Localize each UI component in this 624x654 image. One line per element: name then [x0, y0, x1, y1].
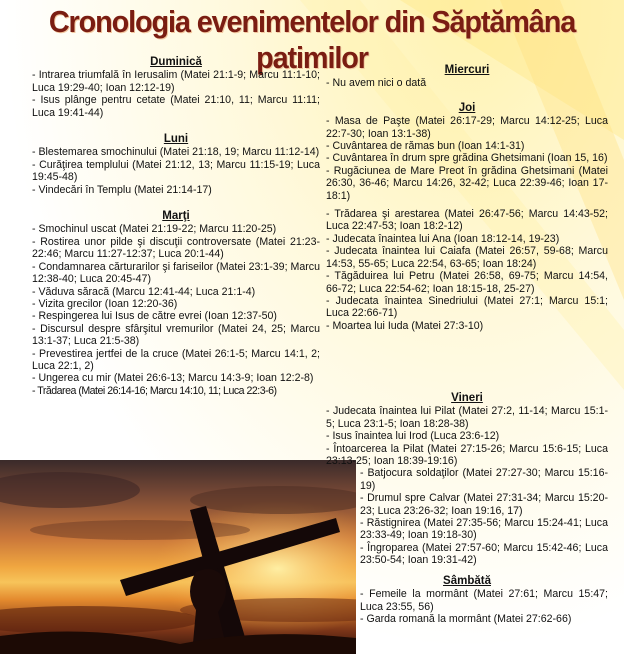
list-item: - Judecata înaintea Sinedriului (Matei 27:1; Marcu 15:1; Luca 22:66-71) [326, 294, 608, 320]
list-item: - Trădarea şi arestarea (Matei 26:47-56; Marcu 14:43-52; Luca 22:47-53; Ioan 18:2-12) [326, 208, 608, 233]
day-heading-marti: Marţi [162, 210, 190, 223]
day-heading-duminica: Duminică [150, 56, 202, 68]
list-item: - Cuvântarea de rămas bun (Ioan 14:1-31) [326, 140, 525, 153]
day-heading-vineri: Vineri [451, 392, 483, 404]
list-item: - Răstignirea (Matei 27:35-56; Marcu 15:24-41; Luca 23:33-49; Ioan 19:18-30) [360, 517, 608, 542]
list-item: - Discursul despre sfârşitul vremurilor (Matei 24, 25; Marcu 13:1-37; Luca 21:5-38) [32, 322, 320, 348]
event-list-joi [326, 115, 608, 332]
list-item: - Curăţirea templului (Matei 21:12, 13; Marcu 11:15-19; Luca 19:45-48) [32, 158, 320, 184]
list-item: - Batjocura soldaţilor (Matei 27:27-30; Marcu 15:16-19) [360, 467, 608, 492]
list-item: - Judecata înaintea lui Ana (Ioan 18:12-14, 19-23) [326, 232, 560, 245]
day-heading-joi: Joi [458, 101, 476, 114]
list-item: - Judecata înaintea lui Caiafa (Matei 26:57, 59-68; Marcu 14:53, 55-65; Luca 22:54, 63-65; Ioan 18:24) [326, 245, 608, 270]
right-lower-column [326, 392, 608, 625]
list-item: - Îngroparea (Matei 27:57-60; Marcu 15:42-46; Luca 23:50-54; Ioan 19:31-42) [360, 541, 608, 567]
list-item: - Femeile la mormânt (Matei 27:61; Marcu 15:47; Luca 23:55, 56) [360, 588, 608, 613]
list-item: - Prevestirea jertfei de la cruce (Matei 26:1-5; Marcu 14:1, 2; Luca 22:1, 2) [32, 347, 320, 372]
list-item: - Intrarea triumfală în Ierusalim (Matei 21:1-9; Marcu 11:1-10; Luca 19:29-40; Ioan 12:12-19) [32, 69, 320, 94]
list-item: - Respingerea lui Isus de către evrei (Ioan 12:37-50) [32, 310, 277, 323]
list-item: - Văduva săracă (Marcu 12:41-44; Luca 21:1-4) [32, 285, 256, 298]
event-list-duminica [32, 69, 320, 119]
crucifixion-sunset-image [0, 460, 356, 654]
day-heading-sambata: Sâmbătă [443, 574, 491, 587]
list-item: - Drumul spre Calvar (Matei 27:31-34; Marcu 15:20-23; Luca 23:26-32; Ioan 19:16, 17) [360, 492, 608, 517]
list-item: - Condamnarea cărturarilor şi fariseilor (Matei 23:1-39; Marcu 12:38-40; Luca 20:45-47) [32, 260, 320, 286]
list-item: - Masa de Paşte (Matei 26:17-29; Marcu 14:12-25; Luca 22:7-30; Ioan 13:1-38) [326, 115, 608, 140]
list-item: - Garda romană la mormânt (Matei 27:62-66) [360, 612, 572, 625]
event-list-luni [32, 146, 320, 196]
day-heading-miercuri: Miercuri [444, 64, 490, 76]
list-item: - Isus plânge pentru cetate (Matei 21:10, 11; Marcu 11:11; Luca 19:41-44) [32, 94, 320, 119]
event-list-miercuri [326, 77, 608, 89]
list-item: - Cuvântarea în drum spre grădina Ghetsimani (Ioan 15, 16) [326, 152, 608, 165]
list-item: - Întoarcerea la Pilat (Matei 27:15-26; Marcu 15:6-15; Luca 23:13-25; Ioan 18:39-19:16) [326, 442, 608, 468]
event-list-sambata [326, 588, 608, 625]
list-item: - Moartea lui Iuda (Matei 27:3-10) [326, 319, 484, 332]
page-title: Cronologia evenimentelor din Săptămâna patimilor [48, 4, 576, 75]
day-heading-luni: Luni [163, 133, 189, 146]
list-item: - Judecata înaintea lui Pilat (Matei 27:2, 11-14; Marcu 15:1-5; Luca 23:1-5; Ioan 18:28-38) [326, 405, 608, 430]
list-item: - Vindecări în Templu (Matei 21:14-17) [32, 183, 212, 196]
list-item: - Nu avem nici o dată [326, 77, 427, 90]
list-item: - Isus înaintea lui Irod (Luca 23:6-12) [326, 430, 500, 443]
list-item: - Rugăciunea de Mare Preot în grădina Ghetsimani (Matei 26:30, 36-46; Marcu 14:26, 32-42; Luca 22:39-46; Ioan 17-18:1) [326, 164, 608, 202]
list-item: - Tăgăduirea lui Petru (Matei 26:58, 69-75; Marcu 14:54, 66-72; Luca 22:54-62; Ioan 18:15-18, 25-27) [326, 270, 608, 295]
right-column [326, 64, 608, 332]
list-item: - Blestemarea smochinului (Matei 21:18, 19; Marcu 11:12-14) [32, 146, 320, 159]
list-item: - Trădarea (Matei 26:14-16; Marcu 14:10, 11; Luca 22:3-6) [32, 384, 277, 397]
list-item: - Ungerea cu mir (Matei 26:6-13; Marcu 14:3-9; Ioan 12:2-8) [32, 372, 314, 385]
list-item: - Rostirea unor pilde şi discuţii controversate (Matei 21:23-22:46; Marcu 11:27-12:37; Luca 20:1-44) [32, 235, 320, 261]
list-item: - Vizita grecilor (Ioan 12:20-36) [32, 297, 178, 310]
list-item: - Smochinul uscat (Matei 21:19-22; Marcu 11:20-25) [32, 223, 277, 236]
event-list-vineri [326, 405, 608, 566]
left-column [32, 56, 320, 397]
event-list-marti [32, 223, 320, 397]
